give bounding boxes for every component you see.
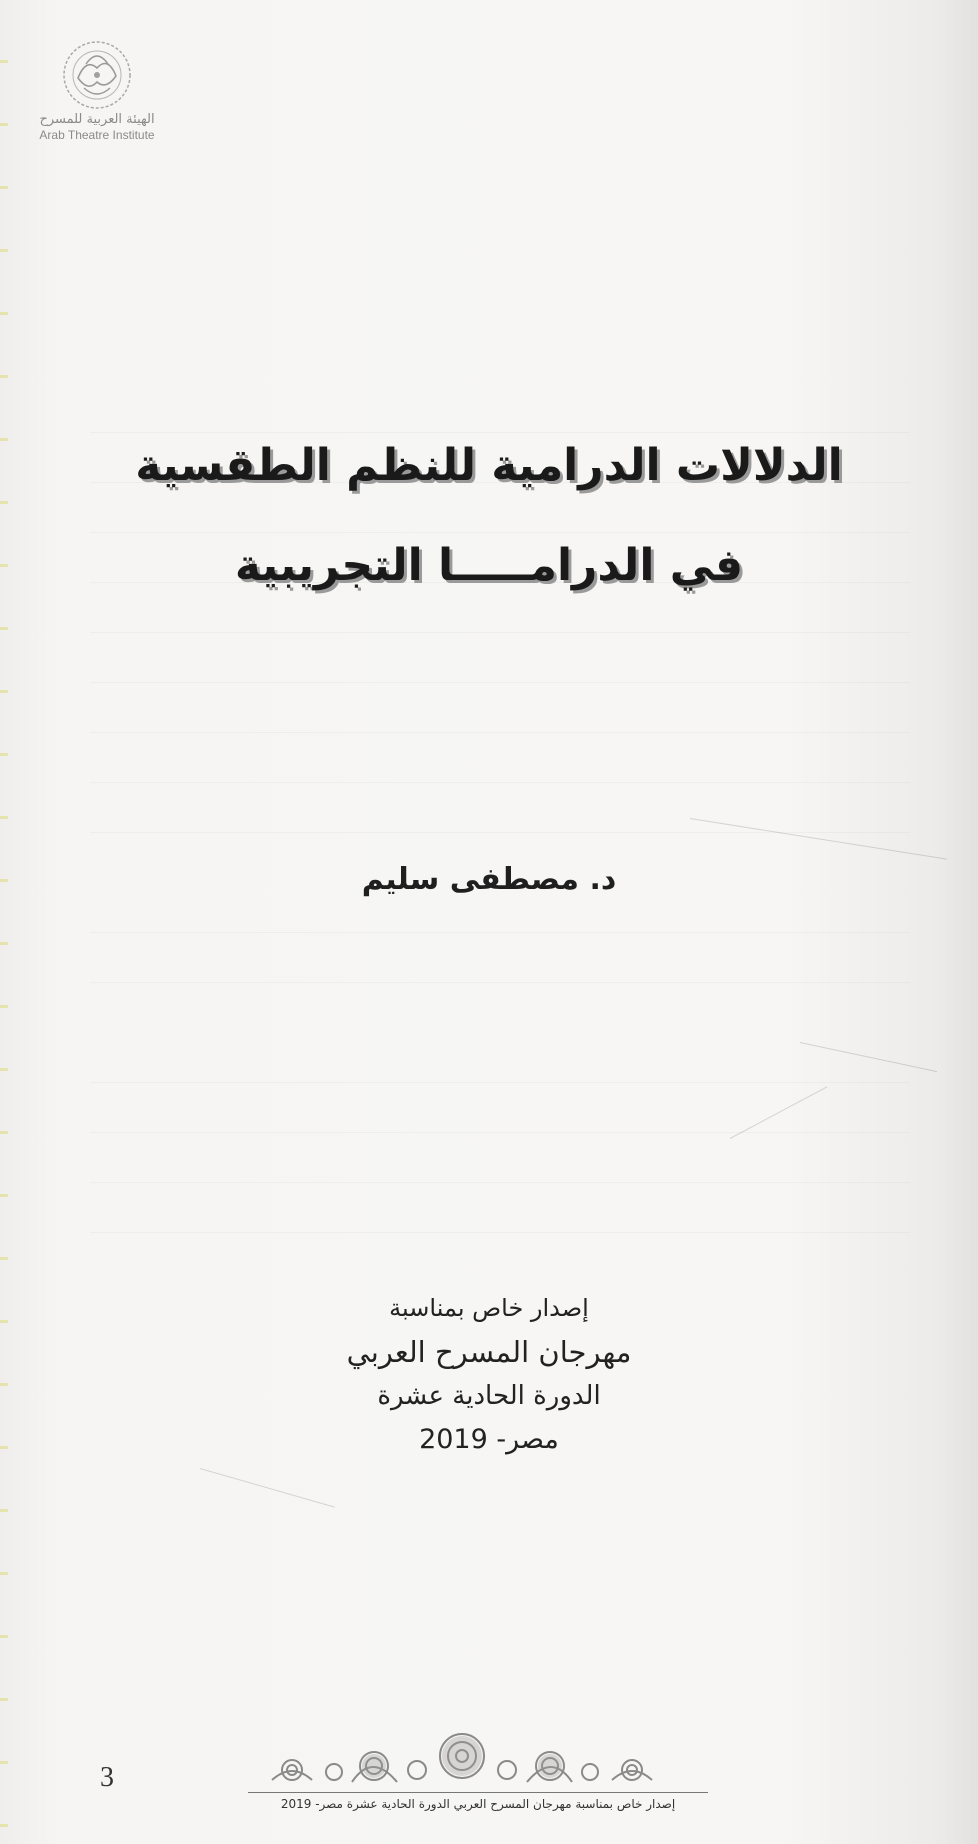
bleed-through-line xyxy=(90,532,910,533)
edition-block xyxy=(0,1286,978,1462)
calligraphy-emblem-icon xyxy=(56,34,138,116)
festival-session: الدورة الحادية عشرة xyxy=(377,1381,601,1411)
book-title-line-2: في الدرامـــــا التجريبية xyxy=(234,540,744,591)
bleed-through-line xyxy=(90,1082,910,1083)
logo-name-english: Arab Theatre Institute xyxy=(39,128,155,142)
bleed-through-line xyxy=(90,932,910,933)
festival-place-year: مصر- 2019 xyxy=(419,1424,559,1455)
logo-name-arabic: الهيئة العربية للمسرح xyxy=(39,112,155,127)
bleed-through-line xyxy=(90,732,910,733)
bleed-through-line xyxy=(90,1132,910,1133)
bleed-through-line xyxy=(90,682,910,683)
paper-scratch xyxy=(690,818,947,860)
footer-caption: إصدار خاص بمناسبة مهرجان المسرح العربي الدورة الحادية عشرة مصر- 2019 xyxy=(280,1797,676,1811)
bleed-through-line xyxy=(90,782,910,783)
institute-logo xyxy=(22,34,172,142)
paper-scratch xyxy=(200,1468,335,1508)
bleed-through-line xyxy=(90,1182,910,1183)
page-number: 3 xyxy=(100,1762,114,1793)
bleed-through-line xyxy=(90,432,910,433)
festival-name: مهرجان المسرح العربي xyxy=(346,1335,632,1369)
decorative-swirl-ornament xyxy=(262,1722,662,1792)
book-title-line-1: الدلالات الدرامية للنظم الطقسية xyxy=(135,440,843,491)
edition-occasion: إصدار خاص بمناسبة xyxy=(389,1294,589,1322)
bleed-through-line xyxy=(90,1232,910,1233)
author-name: د. مصطفى سليم xyxy=(361,862,617,897)
page-edge xyxy=(0,0,8,1844)
footer-divider xyxy=(248,1792,708,1793)
bleed-through-line xyxy=(90,632,910,633)
bleed-through-line xyxy=(90,982,910,983)
paper-scratch xyxy=(800,1042,937,1072)
